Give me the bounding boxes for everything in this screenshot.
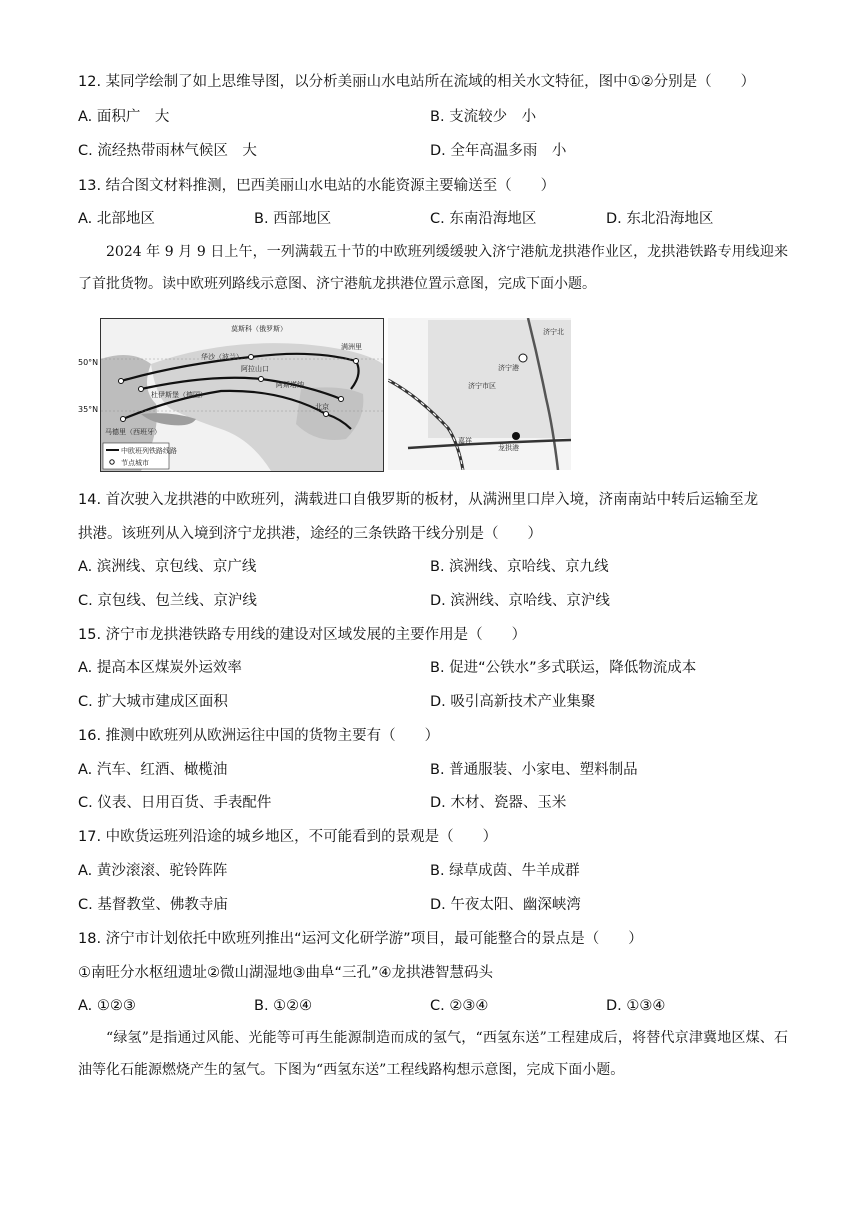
- q14-option-b[interactable]: B. 滨洲线、京哈线、京九线: [430, 559, 609, 575]
- q14-stem-line1: 14. 首次驶入龙拱港的中欧班列，满载进口自俄罗斯的板材，从满洲里口岸入境，济南南站中转后运输至龙: [78, 492, 759, 508]
- label-manzhouli: 满洲里: [341, 343, 362, 351]
- label-longgong: 龙拱港: [498, 444, 519, 452]
- q15-option-a[interactable]: A. 提高本区煤炭外运效率: [78, 660, 242, 676]
- q17-option-c[interactable]: C. 基督教堂、佛教寺庙: [78, 897, 228, 913]
- map-zhongou-routes: [100, 318, 384, 472]
- passage-zhongou: 2024 年 9 月 9 日上午，一列满载五十节的中欧班列缓缓驶入济宁港航龙拱港作业区，龙拱港铁路专用线迎来了首批货物。读中欧班列路线示意图、济宁港航龙拱港位置示意图，完成下面小题。: [78, 244, 788, 292]
- label-duisburg: 杜伊斯堡（德国）: [151, 391, 207, 399]
- q15-stem: 15. 济宁市龙拱港铁路专用线的建设对区域发展的主要作用是（ ）: [78, 627, 527, 643]
- q16-option-c[interactable]: C. 仪表、日用百货、手表配件: [78, 795, 272, 811]
- node-city: [139, 387, 144, 392]
- label-madrid: 马德里（西班牙）: [105, 428, 161, 436]
- node-city: [339, 397, 344, 402]
- map-longgong-port: [388, 318, 571, 470]
- node-city: [119, 379, 124, 384]
- label-jining-port: 济宁港: [498, 364, 519, 372]
- q14-stem-line2: 拱港。该班列从入境到济宁龙拱港，途经的三条铁路干线分别是（ ）: [78, 526, 542, 542]
- map-zhongou-svg: [101, 319, 383, 471]
- label-jiaxiang: 嘉祥: [458, 437, 472, 445]
- label-warsaw: 华沙（波兰）: [201, 353, 243, 361]
- legend-route-label: 中欧班列铁路线路: [121, 447, 177, 455]
- q15-option-d[interactable]: D. 吸引高新技术产业集聚: [430, 694, 596, 710]
- q13-option-b[interactable]: B. 西部地区: [254, 211, 332, 227]
- q16-option-a[interactable]: A. 汽车、红酒、橄榄油: [78, 762, 228, 778]
- q18-stem: 18. 济宁市计划依托中欧班列推出“运河文化研学游”项目，最可能整合的景点是（ ）: [78, 931, 643, 947]
- node-city: [249, 355, 254, 360]
- q14-option-a[interactable]: A. 滨洲线、京包线、京广线: [78, 559, 257, 575]
- q14-option-d[interactable]: D. 滨洲线、京哈线、京沪线: [430, 593, 610, 609]
- longgong-marker: [512, 432, 520, 440]
- q17-option-d[interactable]: D. 午夜太阳、幽深峡湾: [430, 897, 581, 913]
- q15-option-c[interactable]: C. 扩大城市建成区面积: [78, 694, 228, 710]
- passage-green-hydrogen: “绿氢”是指通过风能、光能等可再生能源制造而成的氢气，“西氢东送”工程建成后，将替代京津冀地区煤、石油等化石能源燃烧产生的氢气。下图为“西氢东送”工程线路构想示意图，完成下面小题。: [78, 1030, 788, 1078]
- lat-35n-label: 35°N: [78, 405, 99, 414]
- q18-option-c[interactable]: C. ②③④: [430, 998, 489, 1014]
- label-astana: 阿斯塔纳: [276, 381, 304, 389]
- node-city: [354, 359, 359, 364]
- q18-option-a[interactable]: A. ①②③: [78, 998, 136, 1014]
- q13-stem: 13. 结合图文材料推测，巴西美丽山水电站的水能资源主要输送至（ ）: [78, 178, 556, 194]
- q16-option-b[interactable]: B. 普通服装、小家电、塑料制品: [430, 762, 638, 778]
- q12-option-a[interactable]: A. 面积广 大: [78, 109, 170, 125]
- q13-option-c[interactable]: C. 东南沿海地区: [430, 211, 537, 227]
- q18-option-d[interactable]: D. ①③④: [606, 998, 666, 1014]
- label-jining-north: 济宁北: [543, 328, 564, 336]
- map-longgong-svg: [388, 318, 571, 470]
- node-city: [121, 417, 126, 422]
- q18-items: ①南旺分水枢纽遗址②微山湖湿地③曲阜“三孔”④龙拱港智慧码头: [78, 965, 494, 981]
- q15-option-b[interactable]: B. 促进“公铁水”多式联运，降低物流成本: [430, 660, 697, 676]
- q12-option-c[interactable]: C. 流经热带雨林气候区 大: [78, 143, 257, 159]
- label-beijing: 北京: [315, 403, 329, 411]
- label-moscow: 莫斯科（俄罗斯）: [231, 325, 287, 333]
- node-city: [324, 412, 329, 417]
- q13-option-a[interactable]: A. 北部地区: [78, 211, 155, 227]
- legend-node-swatch: [110, 460, 114, 464]
- q17-stem: 17. 中欧货运班列沿途的城乡地区，不可能看到的景观是（ ）: [78, 829, 498, 845]
- q12-option-d[interactable]: D. 全年高温多雨 小: [430, 143, 567, 159]
- label-jining-urban: 济宁市区: [468, 382, 496, 390]
- q17-option-b[interactable]: B. 绿草成茵、牛羊成群: [430, 863, 580, 879]
- node-city: [259, 377, 264, 382]
- lat-50n-label: 50°N: [78, 358, 99, 367]
- q17-option-a[interactable]: A. 黄沙滚滚、驼铃阵阵: [78, 863, 228, 879]
- q16-option-d[interactable]: D. 木材、瓷器、玉米: [430, 795, 567, 811]
- q12-option-b[interactable]: B. 支流较少 小: [430, 109, 537, 125]
- q16-stem: 16. 推测中欧班列从欧洲运往中国的货物主要有（ ）: [78, 728, 440, 744]
- q14-option-c[interactable]: C. 京包线、包兰线、京沪线: [78, 593, 257, 609]
- q12-stem: 12. 某同学绘制了如上思维导图，以分析美丽山水电站所在流域的相关水文特征，图中①②分别是（ ）: [78, 74, 756, 90]
- label-alashankou: 阿拉山口: [241, 365, 269, 373]
- q18-option-b[interactable]: B. ①②④: [254, 998, 313, 1014]
- q13-option-d[interactable]: D. 东北沿海地区: [606, 211, 714, 227]
- port-marker: [519, 354, 527, 362]
- legend-node-label: 节点城市: [121, 459, 149, 467]
